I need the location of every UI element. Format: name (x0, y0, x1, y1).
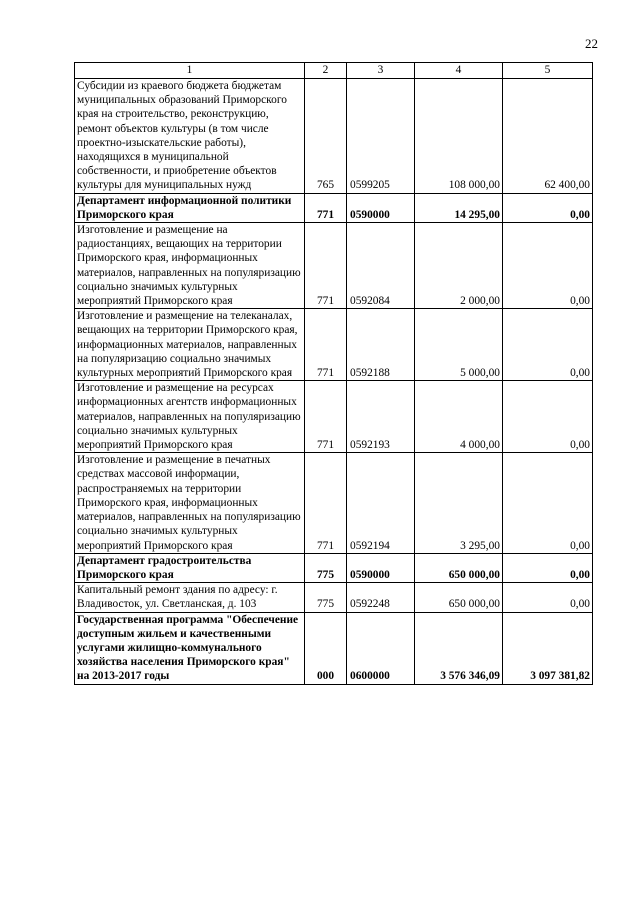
row-amount1-cell: 2 000,00 (415, 223, 503, 309)
row-target-cell: 0592188 (347, 309, 415, 381)
row-amount2-cell: 62 400,00 (503, 79, 593, 194)
table-header-row (75, 63, 593, 79)
table-row (75, 223, 593, 309)
row-code-cell: 771 (305, 381, 347, 453)
row-name-cell: Капитальный ремонт здания по адресу: г. Владивосток, ул. Светланская, д. 103 (75, 583, 305, 612)
column-header: 2 (305, 63, 347, 79)
row-name-cell: Изготовление и размещение в печатных средствах массовой информации, распространяемых на территории Приморского края, информационных материалов, направленных на популяризацию социально значимых культурных мероприятий Приморского края (75, 453, 305, 553)
row-amount1-cell: 3 576 346,09 (415, 612, 503, 684)
row-amount2-cell: 0,00 (503, 553, 593, 582)
row-amount1-cell: 650 000,00 (415, 583, 503, 612)
row-name-cell: Государственная программа "Обеспечение доступным жильем и качественными услугами жилищно-коммунального хозяйства населения Приморского края" на 2013-2017 годы (75, 612, 305, 684)
row-amount1-cell: 650 000,00 (415, 553, 503, 582)
row-name-cell: Департамент информационной политики Приморского края (75, 193, 305, 222)
row-code-cell: 771 (305, 309, 347, 381)
row-code-cell: 765 (305, 79, 347, 194)
row-target-cell: 0600000 (347, 612, 415, 684)
table-row (75, 453, 593, 553)
row-target-cell: 0592084 (347, 223, 415, 309)
table-section-row (75, 193, 593, 222)
row-code-cell: 771 (305, 453, 347, 553)
row-code-cell: 771 (305, 193, 347, 222)
row-amount1-cell: 14 295,00 (415, 193, 503, 222)
row-amount2-cell: 0,00 (503, 583, 593, 612)
row-code-cell: 775 (305, 583, 347, 612)
row-name-cell: Изготовление и размещение на радиостанциях, вещающих на территории Приморского края, информационных материалов, направленных на популяризацию социально значимых культурных мероприятий Приморского края (75, 223, 305, 309)
row-target-cell: 0590000 (347, 193, 415, 222)
row-amount1-cell: 5 000,00 (415, 309, 503, 381)
row-amount1-cell: 108 000,00 (415, 79, 503, 194)
column-header: 4 (415, 63, 503, 79)
row-name-cell: Департамент градостроительства Приморского края (75, 553, 305, 582)
column-header: 5 (503, 63, 593, 79)
row-name-cell: Изготовление и размещение на телеканалах, вещающих на территории Приморского края, информационных материалов, направленных на популяризацию социально значимых культурных мероприятий Приморского края (75, 309, 305, 381)
budget-table (74, 62, 593, 685)
row-name-cell: Субсидии из краевого бюджета бюджетам муниципальных образований Приморского края на строительство, реконструкцию, ремонт объектов культуры (в том числе проектно-изыскательские работы), находящихся в муниципальной собственности, и приобретение объектов культуры для муниципальных нужд (75, 79, 305, 194)
row-target-cell: 0599205 (347, 79, 415, 194)
row-target-cell: 0592193 (347, 381, 415, 453)
row-name-cell: Изготовление и размещение на ресурсах информационных агентств информационных материалов, направленных на популяризацию социально значимых культурных мероприятий Приморского края (75, 381, 305, 453)
column-header: 3 (347, 63, 415, 79)
row-code-cell: 775 (305, 553, 347, 582)
row-amount2-cell: 0,00 (503, 453, 593, 553)
row-target-cell: 0592194 (347, 453, 415, 553)
row-amount2-cell: 0,00 (503, 223, 593, 309)
row-code-cell: 000 (305, 612, 347, 684)
column-header: 1 (75, 63, 305, 79)
row-amount1-cell: 4 000,00 (415, 381, 503, 453)
row-code-cell: 771 (305, 223, 347, 309)
table-row (75, 583, 593, 612)
table-section-row (75, 553, 593, 582)
row-amount1-cell: 3 295,00 (415, 453, 503, 553)
table-row (75, 381, 593, 453)
row-target-cell: 0590000 (347, 553, 415, 582)
row-amount2-cell: 3 097 381,82 (503, 612, 593, 684)
table-section-row (75, 612, 593, 684)
row-amount2-cell: 0,00 (503, 381, 593, 453)
row-amount2-cell: 0,00 (503, 309, 593, 381)
row-amount2-cell: 0,00 (503, 193, 593, 222)
table-row (75, 309, 593, 381)
page-number: 22 (585, 36, 598, 51)
table-row (75, 79, 593, 194)
row-target-cell: 0592248 (347, 583, 415, 612)
